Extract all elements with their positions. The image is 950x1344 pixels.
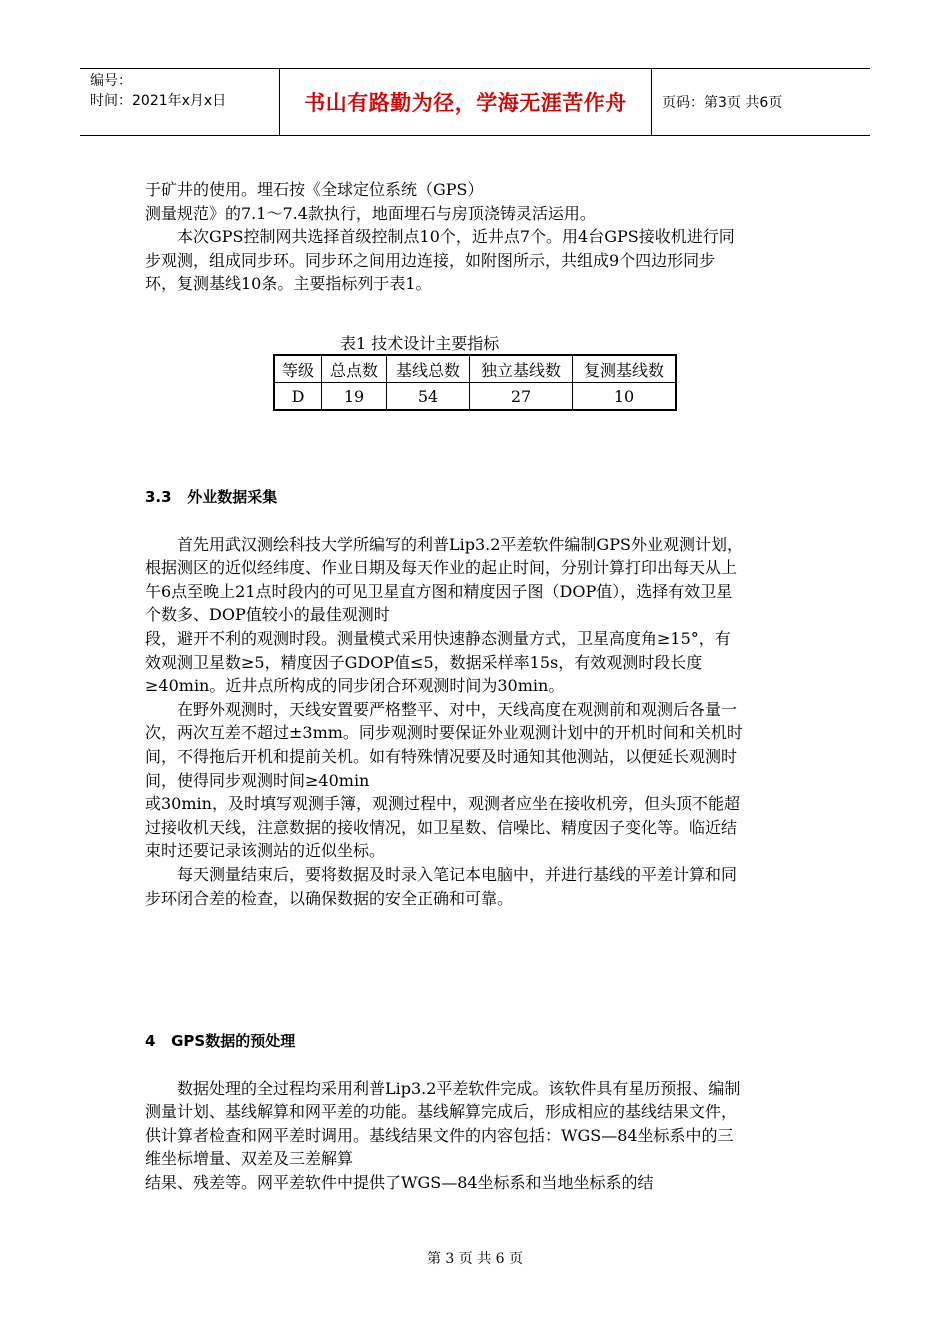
paragraph: 或30min，及时填写观测手簿，观测过程中，观测者应坐在接收机旁，但头顶不能超过接收机天线，注意数据的接收情况，如卫星数、信噪比、精度因子变化等。临近结束时还要记录该测站的近似坐标。: [145, 794, 740, 861]
section-3-3: [145, 486, 745, 910]
table-row: [274, 383, 676, 411]
header-time: 时间：2021年x月x日: [90, 93, 227, 109]
table-header-cell: 独立基线数: [470, 355, 573, 383]
header-motto: 书山有路勤为径，学海无涯苦作舟: [280, 69, 652, 135]
intro-line-1: 于矿井的使用。埋石按《全球定位系统（GPS）: [145, 180, 484, 199]
table-cell: 10: [573, 383, 677, 411]
paragraph: 每天测量结束后，要将数据及时录入笔记本电脑中，并进行基线的平差计算和同步环闭合差的检查，以确保数据的安全正确和可靠。: [145, 864, 738, 908]
table-header-cell: 等级: [274, 355, 322, 383]
table-header-cell: 总点数: [322, 355, 387, 383]
section-4: [145, 1030, 745, 1195]
header-meta: [80, 69, 280, 135]
table-cell: 54: [387, 383, 470, 411]
section-heading: 4 GPS数据的预处理: [145, 1032, 296, 1050]
paragraph: 段，避开不利的观测时段。测量模式采用快速静态测量方式，卫星高度角≥15°，有效观测卫星数≥5，精度因子GDOP值≤5，数据采样率15s，有效观测时段长度≥40min。近井点所构成的同步闭合环观测时间为30min。: [145, 628, 731, 696]
paragraph: 首先用武汉测绘科技大学所编写的利普Lip3.2平差软件编制GPS外业观测计划，根据测区的近似经纬度、作业日期及每天作业的起止时间，分别计算打印出每天从上午6点至晚上21点时段内的可见卫星直方图和精度因子图（DOP值），选择有效卫星个数多、DOP值较小的最佳观测时: [145, 534, 743, 625]
intro-line-2: 测量规范》的7.1～7.4款执行，地面埋石与房顶浇铸灵活运用。: [145, 203, 596, 223]
spec-table: [273, 354, 677, 411]
header-number: 编号：: [90, 73, 132, 89]
header-page-info: 页码：第3页 共6页: [662, 95, 783, 111]
table-cell: D: [274, 383, 322, 411]
table-cell: 27: [470, 383, 573, 411]
table-header-row: [274, 355, 676, 383]
intro-text: [145, 178, 745, 296]
table-header-cell: 基线总数: [387, 355, 470, 383]
paragraph: 数据处理的全过程均采用利普Lip3.2平差软件完成。该软件具有星历预报、编制测量计划、基线解算和网平差的功能。基线解算完成后，形成相应的基线结果文件，供计算者检查和网平差时调用。基线结果文件的内容包括：WGS—84坐标系中的三维坐标增量、双差及三差解算: [145, 1078, 741, 1169]
paragraph: 结果、残差等。网平差软件中提供了WGS—84坐标系和当地坐标系的结: [145, 1172, 654, 1192]
table-caption: 表1 技术设计主要指标: [340, 334, 500, 353]
table-header-cell: 复测基线数: [573, 355, 677, 383]
page-footer: 第 3 页 共 6 页: [426, 1251, 524, 1267]
paragraph: 在野外观测时，天线安置要严格整平、对中，天线高度在观测前和观测后各量一次，两次互差不超过±3mm。同步观测时要保证外业观测计划中的开机时间和关机时间，不得拖后开机和提前关机。如有特殊情况要及时通知其他测站，以便延长观测时间，使得同步观测时间≥40min: [145, 699, 743, 790]
section-heading: 3.3 外业数据采集: [145, 488, 278, 506]
table-cell: 19: [322, 383, 387, 411]
page-header: [80, 68, 870, 136]
intro-paragraph-3: 本次GPS控制网共选择首级控制点10个，近井点7个。用4台GPS接收机进行同步观测，组成同步环。同步环之间用边连接，如附图所示，共组成9个四边形同步环，复测基线10条。主要指标列于表1。: [145, 227, 735, 294]
